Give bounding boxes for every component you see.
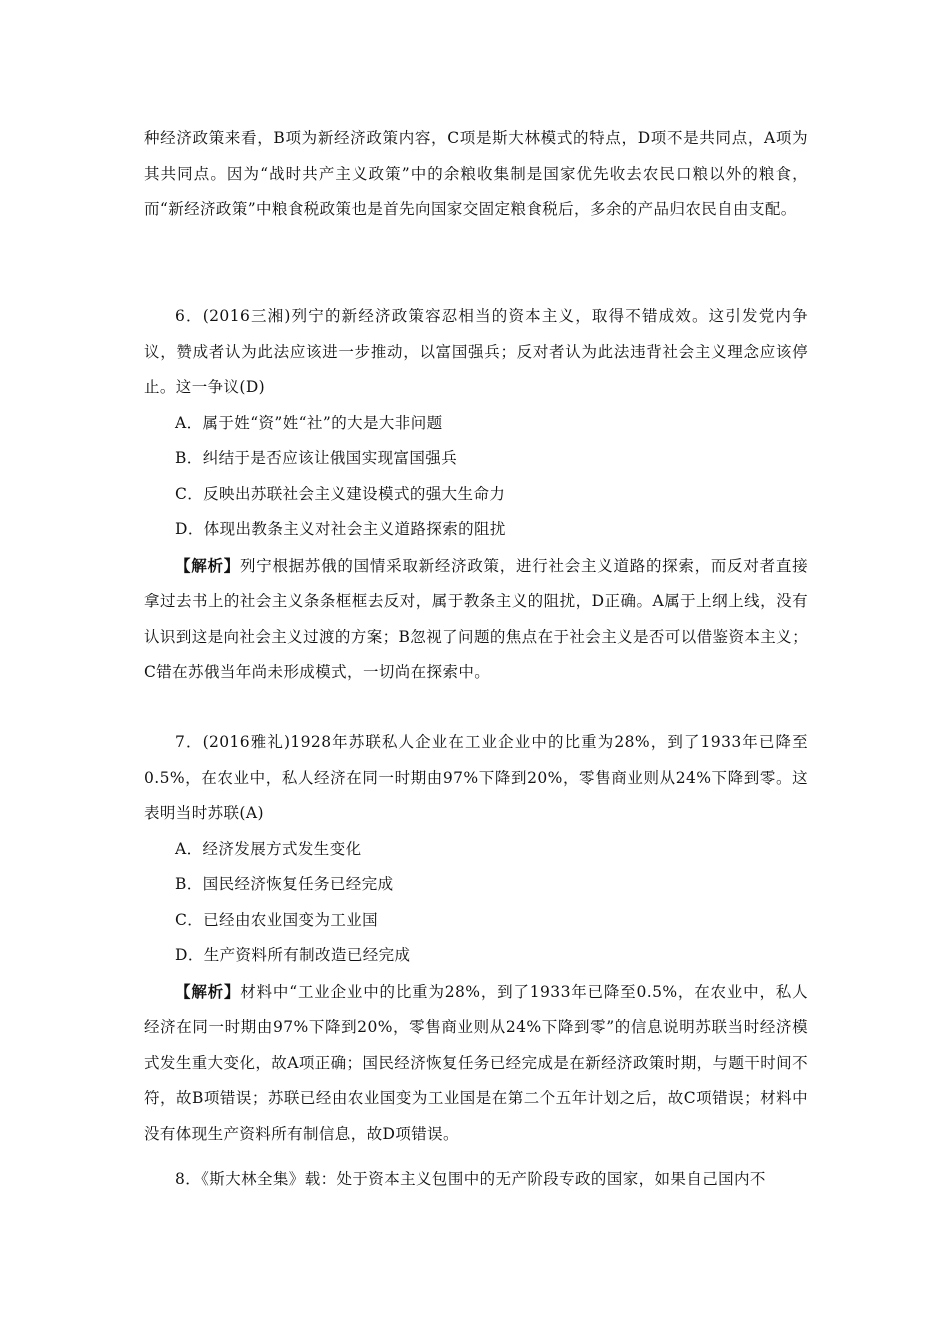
question-7-analysis-text: 材料中“工业企业中的比重为28%，到了1933年已降至0.5%，在农业中，私人经济在同一时期由97%下降到20%，零售商业则从24%下降到零”的信息说明苏联当时经济模式发生重大变化，故A项正确；国民经济恢复任务已经完成是在新经济政策时期，与题干时间不符，故B项错误；苏联已经由农业国变为工业国是在第二个五年计划之后，故C项错误；材料中没有体现生产资料所有制信息，故D项错误。 (144, 982, 808, 1143)
question-6 (144, 299, 808, 691)
question-6-stem: 6．(2016三湘)列宁的新经济政策容忍相当的资本主义，取得不错成效。这引发党内争议，赞成者认为此法应该进一步推动，以富国强兵；反对者认为此法违背社会主义理念应该停止。这一争议(D) (144, 307, 808, 396)
question-6-option-c: C．反映出苏联社会主义建设模式的强大生命力 (175, 484, 506, 503)
analysis-tag: 【解析】 (175, 981, 241, 1001)
question-7-option-b: B．国民经济恢复任务已经完成 (175, 875, 394, 893)
question-7-stem: 7．(2016雅礼)1928年苏联私人企业在工业企业中的比重为28%，到了1933年已降至0.5%，在农业中，私人经济在同一时期由97%下降到20%，零售商业则从24%下降到零。这表明当时苏联(A) (144, 733, 808, 822)
analysis-tag: 【解析】 (175, 555, 240, 575)
question-7-option-c: C．已经由农业国变为工业国 (175, 910, 379, 929)
question-6-analysis (144, 548, 808, 691)
question-6-option-d: D．体现出教条主义对社会主义道路探索的阻扰 (175, 520, 506, 538)
question-7-analysis (144, 974, 808, 1153)
prev-answer-text: 种经济政策来看，B项为新经济政策内容，C项是斯大林模式的特点，D项不是共同点，A项为其共同点。因为“战时共产主义政策”中的余粮收集制是国家优先收去农民口粮以外的粮食，而“新经济政策”中粮食税政策也是首先向国家交固定粮食税后，多余的产品归农民自由支配。 (144, 129, 808, 218)
question-7-option-a: A．经济发展方式发生变化 (175, 839, 362, 858)
prev-answer-tail (144, 121, 808, 228)
question-8-stem: 8．《斯大林全集》载：处于资本主义包围中的无产阶段专政的国家，如果自己国内不 (175, 1170, 766, 1188)
question-6-option-a: A．属于姓“资”姓“社”的大是大非问题 (175, 413, 443, 432)
question-8 (144, 1162, 808, 1198)
question-6-analysis-text: 列宁根据苏俄的国情采取新经济政策，进行社会主义道路的探索，而反对者直接拿过去书上的社会主义条条框框去反对，属于教条主义的阻扰，D正确。A属于上纲上线，没有认识到这是向社会主义过渡的方案；B忽视了问题的焦点在于社会主义是否可以借鉴资本主义；C错在苏俄当年尚未形成模式，一切尚在探索中。 (144, 556, 808, 681)
question-7 (144, 725, 808, 1152)
question-7-option-d: D．生产资料所有制改造已经完成 (175, 946, 411, 964)
question-6-option-b: B．纠结于是否应该让俄国实现富国强兵 (175, 449, 458, 467)
